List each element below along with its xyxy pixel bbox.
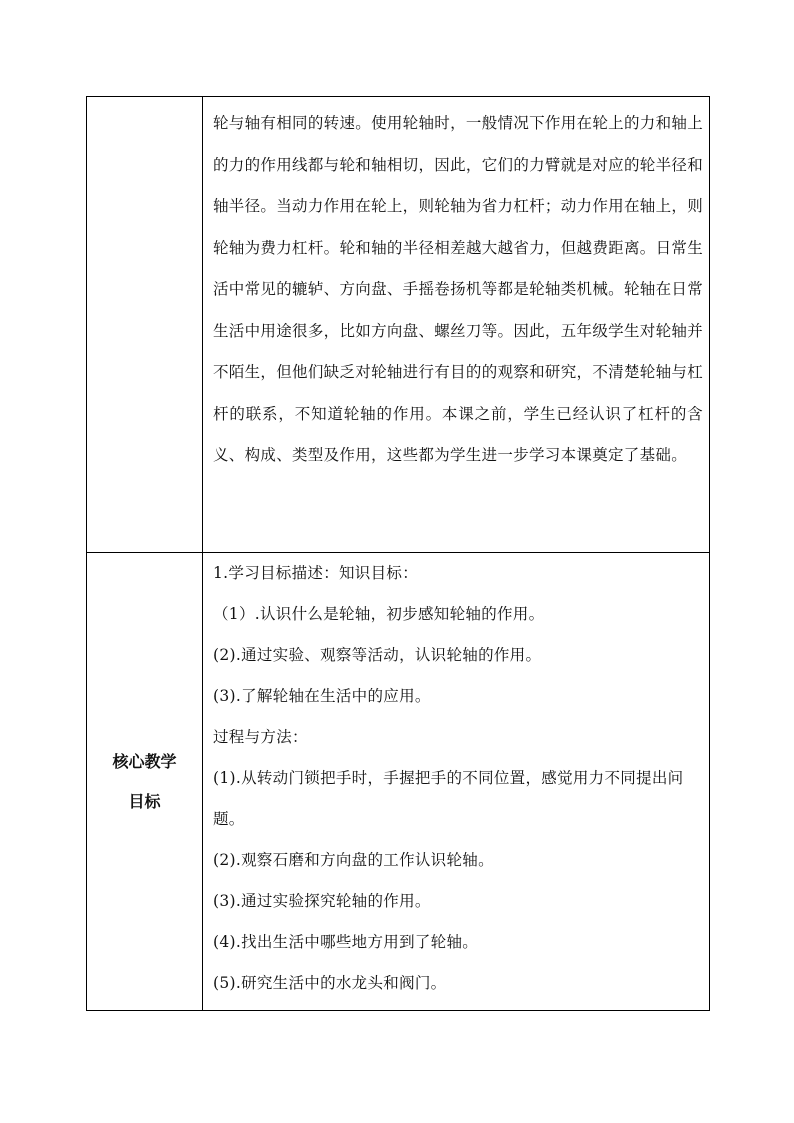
lesson-plan-table (86, 96, 710, 1011)
row-content-cell (203, 97, 710, 553)
table-row-core-goals (87, 553, 710, 1011)
goal-line: (3).通过实验探究轮轴的作用。 (213, 892, 431, 910)
goal-line: (2).观察石磨和方向盘的工作认识轮轴。 (213, 851, 494, 869)
goal-line: (2).通过实验、观察等活动，认识轮轴的作用。 (213, 646, 542, 664)
goal-line: (3).了解轮轴在生活中的应用。 (213, 687, 431, 705)
goal-line: (1).从转动门锁把手时，手握把手的不同位置，感觉用力不同提出问题。 (213, 769, 684, 828)
goal-line: （1）.认识什么是轮轴，初步感知轮轴的作用。 (213, 605, 545, 623)
goals-content-cell (203, 553, 710, 1011)
goal-line: 1.学习目标描述：知识目标： (213, 564, 418, 582)
row-label-core-goals (87, 553, 203, 1011)
goal-line: (4).找出生活中哪些地方用到了轮轴。 (213, 933, 479, 951)
analysis-paragraph: 轮与轴有相同的转速。使用轮轴时，一般情况下作用在轮上的力和轴上的力的作用线都与轮和轴相切，因此，它们的力臂就是对应的轮半径和轴半径。当动力作用在轮上，则轮轴为省力杠杆；动力作用在轴上，则轮轴为费力杠杆。轮和轴的半径相差越大越省力，但越费距离。日常生活中常见的辘轳、方向盘、手摇卷扬机等都是轮轴类机械。轮轴在日常生活中用途很多，比如方向盘、螺丝刀等。因此，五年级学生对轮轴并不陌生，但他们缺乏对轮轴进行有目的的观察和研究，不清楚轮轴与杠杆的联系，不知道轮轴的作用。本课之前，学生已经认识了杠杆的含义、构成、类型及作用，这些都为学生进一步学习本课奠定了基础。 (213, 114, 703, 464)
goal-line: (5).研究生活中的水龙头和阀门。 (213, 974, 447, 992)
row-label-empty (87, 97, 203, 553)
goal-line: 过程与方法： (213, 728, 308, 746)
row-label-line1: 核心教学 (112, 751, 177, 771)
row-label-line2: 目标 (128, 791, 161, 811)
table-row-student-analysis (87, 97, 710, 553)
